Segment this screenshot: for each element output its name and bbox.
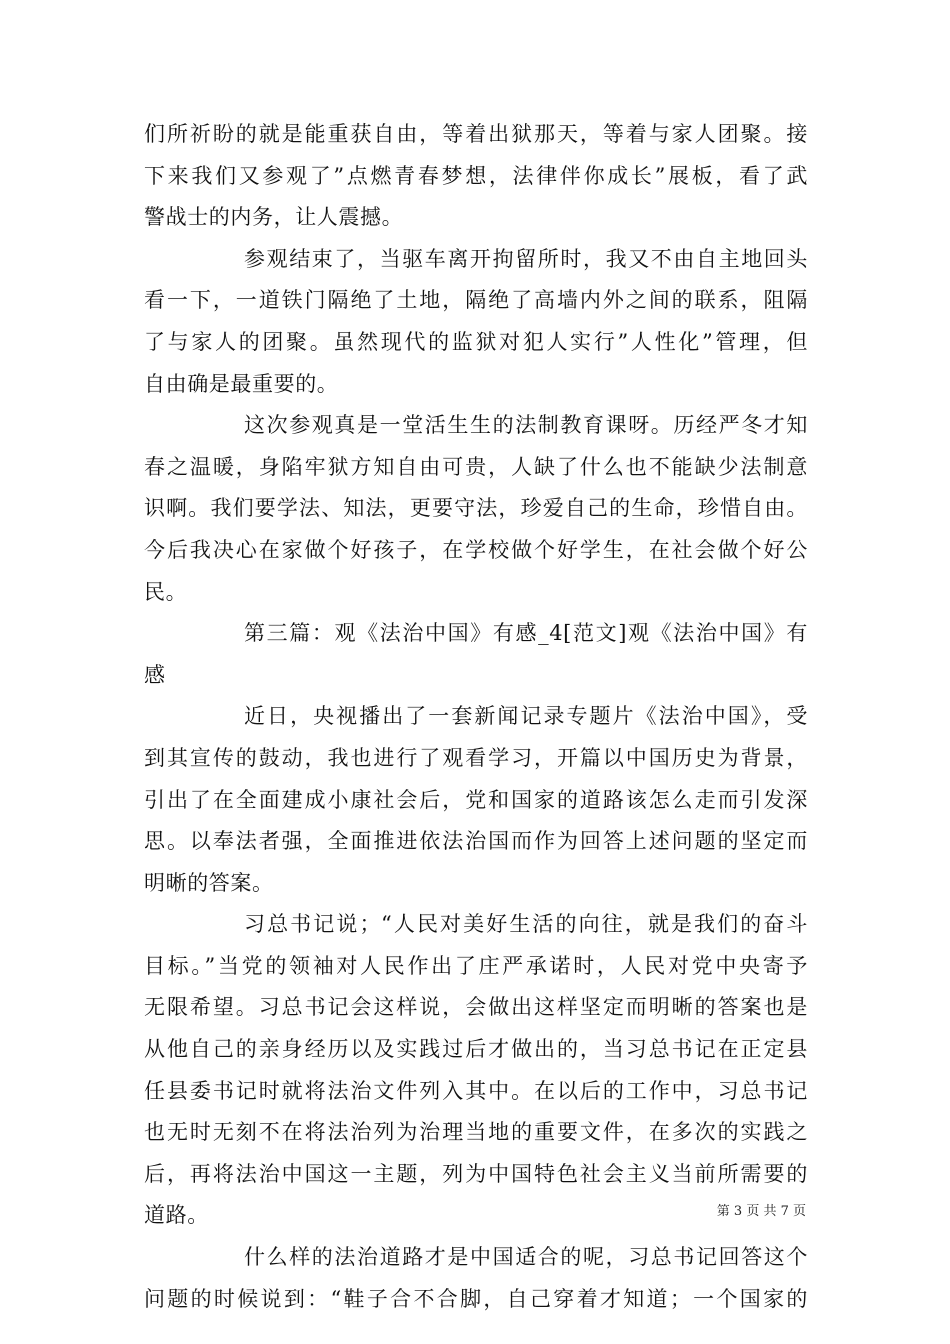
text-line: 下来我们又参观了”点燃青春梦想，法律伴你成长”展板，看了武: [144, 163, 808, 188]
text-line: 近日，央视播出了一套新闻记录专题片《法治中国》，受: [244, 704, 808, 729]
text-line: 这次参观真是一堂活生生的法制教育课呀。历经严冬才知: [244, 413, 808, 438]
text-line: 警战士的内务，让人震撼。: [144, 205, 404, 230]
text-line: 习总书记说；“人民对美好生活的向往，就是我们的奋斗: [244, 912, 808, 937]
text-line: 民。: [144, 579, 188, 604]
text-line: 也无时无刻不在将法治列为治理当地的重要文件，在多次的实践之: [144, 1120, 808, 1145]
paragraph: [144, 613, 808, 696]
document-body: [144, 114, 808, 1320]
text-line: 们所祈盼的就是能重获自由，等着出狱那天，等着与家人团聚。接: [144, 122, 808, 146]
text-line: 问题的时候说到：“鞋子合不合脚，自己穿着才知道；一个国家的: [144, 1286, 808, 1311]
text-line: 明晰的答案。: [144, 870, 274, 895]
paragraph: [144, 114, 808, 239]
text-line: 从他自己的亲身经历以及实践过后才做出的，当习总书记在正定县: [144, 1037, 808, 1062]
text-line: 了与家人的团聚。虽然现代的监狱对犯人实行”人性化”管理，但: [144, 329, 808, 354]
text-line: 引出了在全面建成小康社会后，党和国家的道路该怎么走而引发深: [144, 787, 808, 812]
paragraph: [144, 239, 808, 405]
text-line: 思。以奉法者强，全面推进依法治国而作为回答上述问题的坚定而: [144, 829, 808, 854]
text-line: 看一下，一道铁门隔绝了土地，隔绝了高墙内外之间的联系，阻隔: [144, 288, 808, 313]
text-line: 后，再将法治中国这一主题，列为中国特色社会主义当前所需要的: [144, 1161, 808, 1186]
text-line: 自由确是最重要的。: [144, 371, 339, 396]
paragraph: [144, 405, 808, 613]
text-line: 到其宣传的鼓动，我也进行了观看学习，开篇以中国历史为背景，: [144, 745, 808, 770]
text-line: 道路。: [144, 1203, 209, 1228]
text-line: 今后我决心在家做个好孩子，在学校做个好学生，在社会做个好公: [144, 537, 808, 562]
text-line: 什么样的法治道路才是中国适合的呢，习总书记回答这个: [244, 1245, 808, 1270]
text-line: 感: [144, 662, 166, 687]
text-line: 无限希望。习总书记会这样说，会做出这样坚定而明晰的答案也是: [144, 995, 808, 1020]
paragraph: [144, 1237, 808, 1320]
paragraph: [144, 696, 808, 904]
text-line: 春之温暖，身陷牢狱方知自由可贵，人缺了什么也不能缺少法制意: [144, 454, 808, 479]
paragraph: [144, 904, 808, 1237]
page-number: 第 3 页 共 7 页: [716, 1204, 806, 1219]
text-line: 第三篇：观《法治中国》有感_4[范文]观《法治中国》有: [244, 621, 808, 646]
text-line: 参观结束了，当驱车离开拘留所时，我又不由自主地回头: [244, 246, 808, 271]
text-line: 任县委书记时就将法治文件列入其中。在以后的工作中，习总书记: [144, 1078, 808, 1103]
text-line: 目标。”当党的领袖对人民作出了庄严承诺时，人民对党中央寄予: [144, 953, 808, 978]
text-line: 识啊。我们要学法、知法，更要守法，珍爱自己的生命，珍惜自由。: [144, 496, 808, 521]
